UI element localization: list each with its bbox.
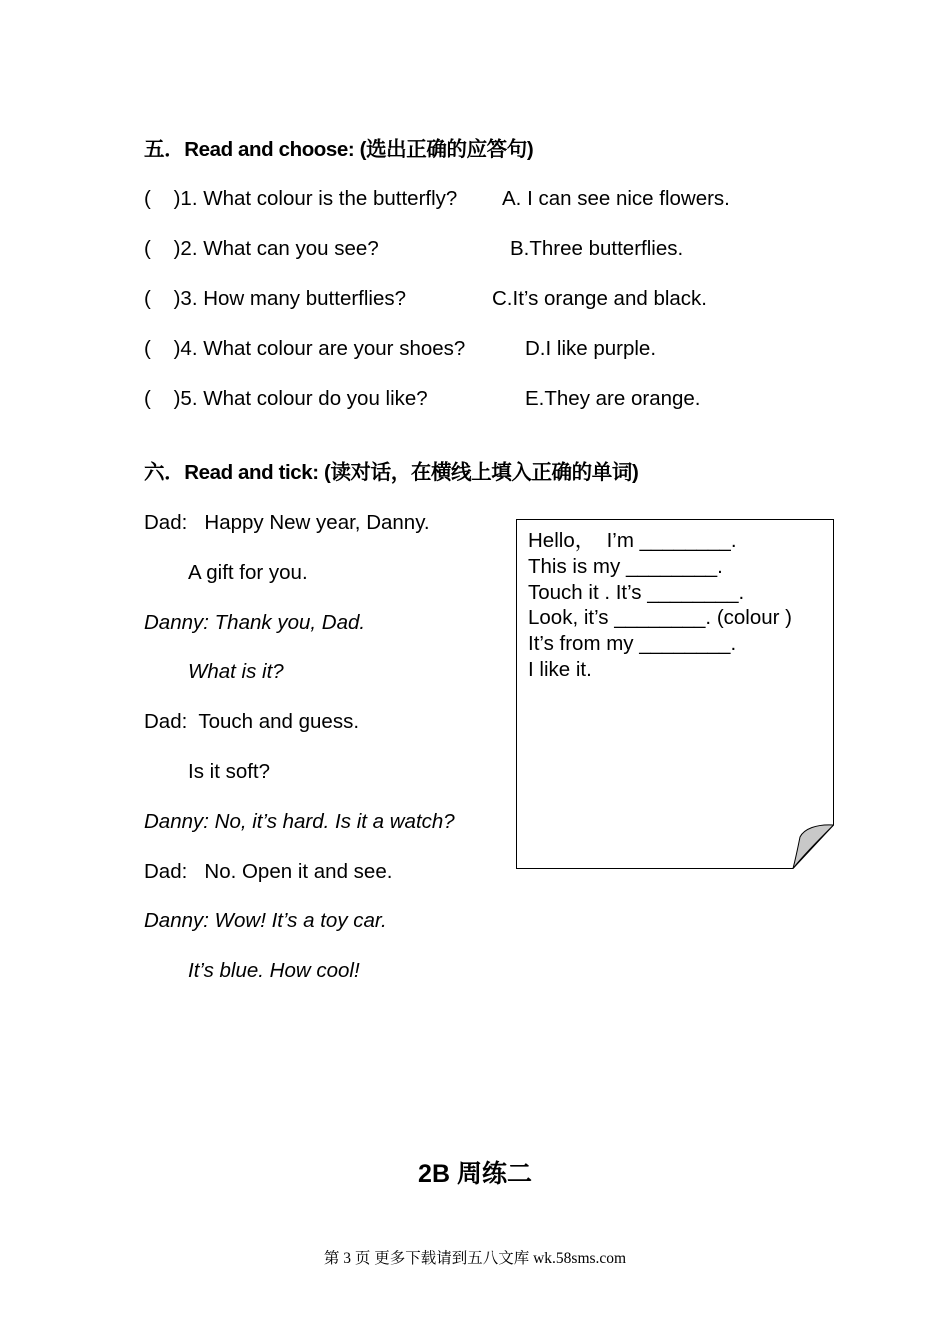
question-4: ( )4. What colour are your shoes? [144,337,466,360]
question-1: ( )1. What colour is the butterfly? [144,187,458,210]
note-line-6: I like it. [528,657,592,681]
answer-d: D.I like purple. [525,337,657,360]
dialogue-line-6: Is it soft? [188,760,271,783]
speaker-danny: Danny [144,810,204,833]
dialogue-line-9 [144,909,387,933]
answer-e: E.They are orange. [525,387,701,410]
dialogue-line-10: It’s blue. How cool! [188,959,360,982]
dialogue-text: : Wow! It’s a toy car. [203,909,387,932]
answer-a: A. I can see nice flowers. [502,187,730,210]
section-6-heading: 六．Read and tick: (读对话，在横线上填入正确的单词) [144,461,639,484]
page-footer: 第 3 页 更多下载请到五八文库 wk.58sms.com [323,1250,627,1267]
note-line-4: Look, it’s ________. (colour ) [528,606,793,630]
gift-note-card [516,519,834,869]
speaker-danny: Danny [144,909,204,932]
dialogue-line-1 [144,511,430,535]
speaker-dad: Dad [144,710,182,733]
question-2: ( )2. What can you see? [144,237,379,260]
dialogue-text: : No. Open it and see. [181,860,393,883]
note-line-3: Touch it . It’s ________. [528,580,745,604]
dialogue-text: : Touch and guess. [181,710,360,733]
dialogue-line-8 [144,860,392,884]
question-5: ( )5. What colour do you like? [144,387,428,410]
note-text [528,528,792,683]
speaker-danny: Danny [144,611,204,634]
worksheet-title: 2B 周练二 [418,1160,532,1188]
dialogue-text: : Happy New year, Danny. [181,511,430,534]
dialogue-line-3 [144,611,365,635]
speaker-dad: Dad [144,511,182,534]
note-line-2: This is my ________. [528,554,723,578]
note-line-5: It’s from my ________. [528,632,737,656]
speaker-dad: Dad [144,860,182,883]
note-line-1: Hello， I’m ________. [528,529,737,552]
dialogue-line-7 [144,810,455,834]
answer-b: B.Three butterflies. [510,237,684,260]
answer-c: C.It’s orange and black. [492,287,707,310]
dialogue-line-5 [144,710,359,734]
dialogue-line-2: A gift for you. [188,561,308,584]
dialogue-line-4: What is it? [188,660,284,683]
section-5-heading: 五．Read and choose: (选出正确的应答句) [144,138,534,161]
dialogue-text: : Thank you, Dad. [203,611,366,634]
dialogue-text: : No, it’s hard. Is it a watch? [203,810,455,833]
question-3: ( )3. How many butterflies? [144,287,407,310]
